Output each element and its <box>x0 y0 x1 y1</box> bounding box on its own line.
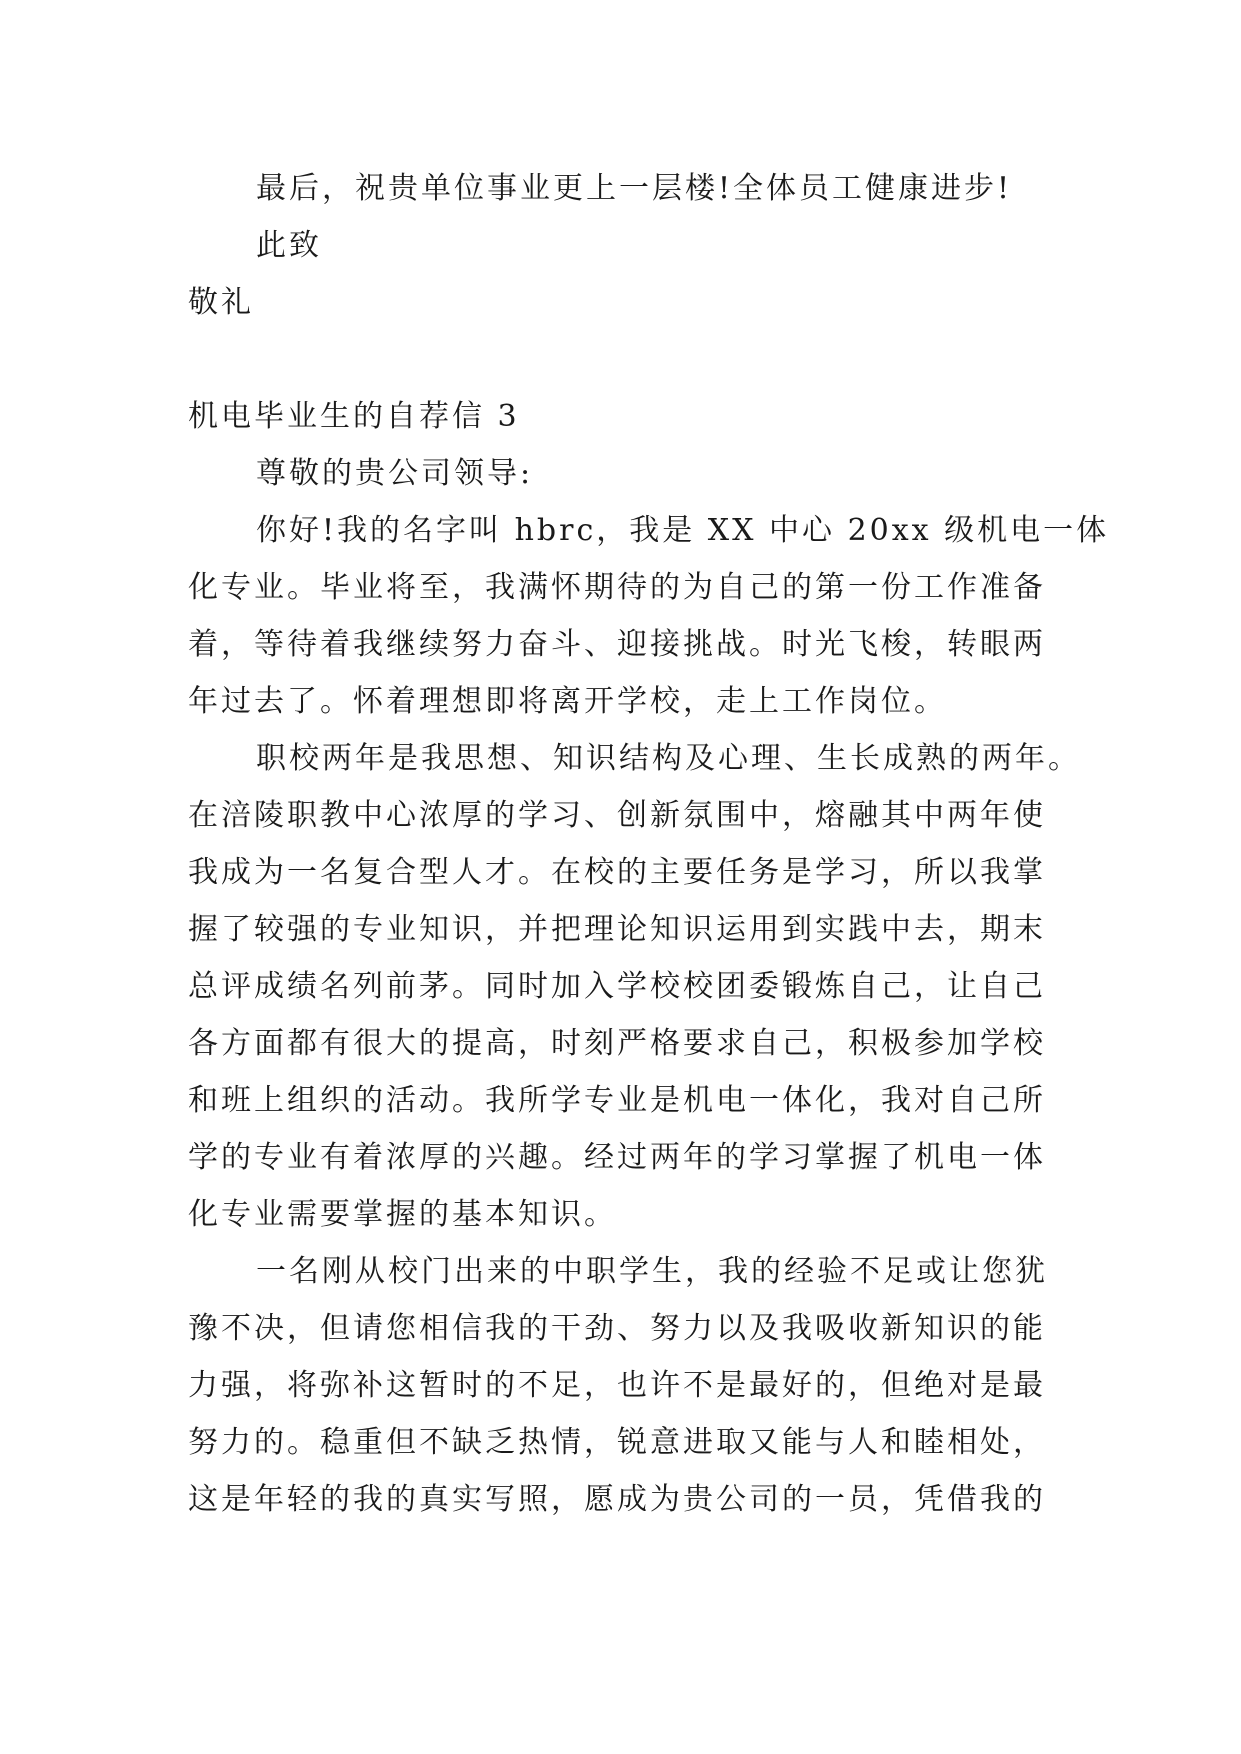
paragraph-line: 一名刚从校门出来的中职学生，我的经验不足或让您犹 <box>256 1254 1048 1289</box>
paragraph-2 <box>188 730 1081 1243</box>
paragraph-1 <box>188 502 1110 730</box>
paragraph-line: 我成为一名复合型人才。在校的主要任务是学习，所以我掌 <box>188 855 1046 890</box>
document-body <box>188 160 1110 1528</box>
paragraph-3 <box>188 1243 1058 1528</box>
paragraph-line: 总评成绩名列前茅。同时加入学校校团委锻炼自己，让自己 <box>188 969 1046 1004</box>
paragraph-line: 你好!我的名字叫 hbrc，我是 XX 中心 20xx 级机电一体 <box>256 513 1110 548</box>
paragraph-line: 豫不决，但请您相信我的干劲、努力以及我吸收新知识的能 <box>188 1311 1046 1346</box>
closing-jingli: 敬礼 <box>188 285 254 320</box>
paragraph-line: 职校两年是我思想、知识结构及心理、生长成熟的两年。 <box>256 741 1081 776</box>
paragraph-line: 在涪陵职教中心浓厚的学习、创新氛围中，熔融其中两年使 <box>188 798 1046 833</box>
paragraph-line: 努力的。稳重但不缺乏热情，锐意进取又能与人和睦相处， <box>188 1425 1046 1460</box>
letter-salutation: 尊敬的贵公司领导: <box>256 456 534 491</box>
paragraph-line: 握了较强的专业知识，并把理论知识运用到实践中去，期末 <box>188 912 1046 947</box>
paragraph-line: 年过去了。怀着理想即将离开学校，走上工作岗位。 <box>188 684 947 719</box>
closing-wish: 最后，祝贵单位事业更上一层楼!全体员工健康进步! <box>256 171 1013 206</box>
paragraph-line: 化专业。毕业将至，我满怀期待的为自己的第一份工作准备 <box>188 570 1046 605</box>
section-gap <box>188 331 1058 388</box>
paragraph-line: 力强，将弥补这暂时的不足，也许不是最好的，但绝对是最 <box>188 1368 1046 1403</box>
closing-cizhi: 此致 <box>256 228 322 263</box>
paragraph-line: 和班上组织的活动。我所学专业是机电一体化，我对自己所 <box>188 1083 1046 1118</box>
paragraph-line: 着，等待着我继续努力奋斗、迎接挑战。时光飞梭，转眼两 <box>188 627 1046 662</box>
paragraph-line: 化专业需要掌握的基本知识。 <box>188 1197 617 1232</box>
paragraph-line: 各方面都有很大的提高，时刻严格要求自己，积极参加学校 <box>188 1026 1046 1061</box>
paragraph-line: 这是年轻的我的真实写照，愿成为贵公司的一员，凭借我的 <box>188 1482 1046 1517</box>
letter-title: 机电毕业生的自荐信 3 <box>188 399 520 434</box>
paragraph-line: 学的专业有着浓厚的兴趣。经过两年的学习掌握了机电一体 <box>188 1140 1046 1175</box>
